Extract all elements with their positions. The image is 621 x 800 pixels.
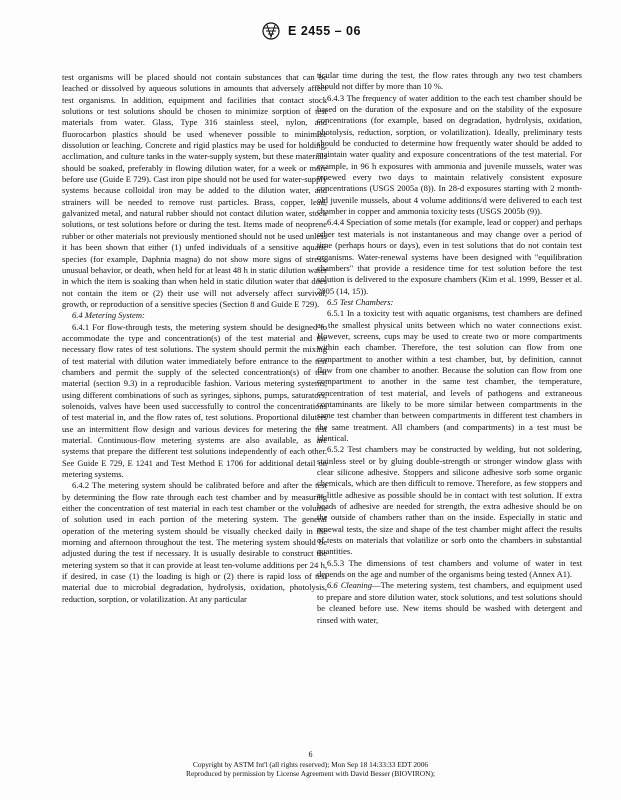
section-heading-cleaning: 6.6 Cleaning xyxy=(327,580,373,591)
astm-logo-icon xyxy=(260,22,282,40)
paragraph-6-4-2-continued: ticular time during the test, the flow rates through any two test chambers should not differ by more than 10 %. xyxy=(317,70,582,92)
right-column xyxy=(317,70,582,626)
paragraph-6-4-3: 6.4.3 The frequency of water addition to the each test chamber should be based on the duration of the exposure and on the stability of the exposure concentrations (for example, based on degradation, hydrolysis, oxidation, photolysis, reduction, sorption, or volatilization). Ideally, preliminary tests should be conducted to determine how frequently water should be added to maintain water quality and exposure concentrations of the test material. For example, in 96 h exposures with ammonia and juvenile mussels, water was renewed every two days to maintain relatively consistent exposure concentrations (USGS 2005a (8)). In 28-d exposures starting with 2 month-old juvenile mussels, about 4 volume additions/d were delivered to each test chamber in copper and ammonia toxicity tests (USGS 2005b (9)). xyxy=(317,92,582,217)
page-header xyxy=(0,22,621,40)
paragraph-6-5-1: 6.5.1 In a toxicity test with aquatic organisms, test chambers are defined as the smallest physical units between which no water connections exist. However, screens, cups may be used to create two or more compartments within each chamber. Therefore, the test solution can flow from one compartment to another within a test chamber, but, by definition, cannot flow from one chamber to another. Because the solution can flow from one compartment to another in the same test chamber, the temperature, concentration of test material, and levels of pathogens and extraneous contaminants are likely to be more similar between compartments in the same test chamber than between compartments in different test chambers in the same treatment. All chambers (and compartments) in a test must be identical. xyxy=(317,308,582,443)
page-footer xyxy=(0,750,621,779)
document-designation: E 2455 – 06 xyxy=(288,24,361,38)
copyright-line: Copyright by ASTM Int'l (all rights reserved); Mon Sep 18 14:33:33 EDT 2006 xyxy=(192,760,429,770)
license-line: Reproduced by permission by License Agreement with David Besser (BIOVIRON); xyxy=(186,769,435,779)
paragraph-6-4-4: 6.4.4 Speciation of some metals (for example, lead or copper) and perhaps other test materials is not instantaneous and may change over a period of time (perhaps hours or days), even in test solutions that do not contain test organisms. Water-renewal systems have been designed with "equilibration chambers" that provide a residence time for test solution before the test solution is delivered to the exposure chambers (Kim et al. 1999, Besser et al. 2005 (14, 15)). xyxy=(317,217,582,296)
paragraph-6-4-2: 6.4.2 The metering system should be calibrated before and after the test by determining the flow rate through each test chamber and by measuring either the concentration of test material in each test chamber or the volume of solution used in each portion of the metering system. The general operation of the metering system should be visually checked daily in the morning and afternoon throughout the test. The metering system should be adjusted during the test if necessary. It is usually desirable to construct the metering system so that it can provide at least ten-volume additions per 24 h, if desired, in case (1) the loading is high or (2) there is rapid loss of test material due to microbial degradation, hydrolysis, oxidation, photolysis, reduction, sorption, or volatilization. At any particular xyxy=(62,480,327,604)
paragraph-materials-continued: test organisms will be placed should not contain substances that can be leached or dissolved by aqueous solutions in amounts that adversely affect test organisms. In addition, equipment and facilities that contact stock solutions or test solutions should be chosen to minimize sorption of test materials from water. Glass, Type 316 stainless steel, nylon, and fluorocarbon plastics should be used whenever possible to minimize dissolution or leaching. Concrete and rigid plastics may be used for holding, acclimation, and culture tanks in the water-supply system, but these materials should be soaked, preferably in flowing dilution water, for a week or more before use (Guide E 729). Cast iron pipe should not be used for water-supply systems because colloidal iron may be added to the dilution water, and strainers will be needed to remove rust particles. Brass, copper, lead, galvanized metal, and natural rubber should not contact dilution water, stock solutions, or test solutions before or during the test. Items made of neoprene rubber or other materials not previously mentioned should not be used unless it has been shown that either (1) unfed individuals of a sensitive aquatic species (for example, Daphnia magna) do not show more signs of stress, unusual behavior, or death, when held for at least 48 h in static dilution water in which the item is soaking than when held in static dilution water that does not contain the item or (2) their use will not adversely affect survival, growth, or reproduction of a sensitive species (Section 8 and Guide E 729). xyxy=(62,72,327,309)
paragraph-6-5-3: 6.5.3 The dimensions of test chambers and volume of water in test depends on the age and number of the organisms being tested (Annex A1). xyxy=(317,557,582,580)
paragraph-6-6-cleaning xyxy=(317,580,582,625)
paragraph-6-5-2: 6.5.2 Test chambers may be constructed by welding, but not soldering, stainless steel or by gluing double-strength or stronger window glass with clear silicone adhesive. Stoppers and silicone adhesive sorb some organic chemicals, which are then difficult to remove. Therefore, as few stoppers and as little adhesive as possible should be in contact with test solution. If extra beads of adhesive are needed for strength, the extra adhesive should be on the outside of chambers rather than on the inside. Especially in static and renewal tests, the size and shape of the test chamber might affect the results of tests on materials that volatilize or sorb onto the chambers in substantial quantities. xyxy=(317,444,582,557)
paragraph-6-4-1: 6.4.1 For flow-through tests, the metering system should be designed to accommodate the type and concentration(s) of the test material and the necessary flow rates of test solutions. The system should permit the mixing of test material with dilution water immediately before entrance to the test chambers and permit the supply of the selected concentration(s) of test material (section 9.3) in a reproducible fashion. Various metering systems, using different combinations of such as syringes, siphons, pumps, saturators, solenoids, valves have been used successfully to control the concentrations of test material in, and the flow rates of, test solutions. Proportional diluters use an intermittent flow design and various devices for metering the test material. Continuous-flow metering systems are also available, as are systems that prepare the different test solutions independently of each other. See Guide E 729, E 1241 and Test Method E 1706 for additional detail on metering systems. xyxy=(62,321,327,480)
section-heading-metering-system: 6.4 Metering System: xyxy=(72,310,145,321)
paragraph-6-6-text: —The metering system, test chambers, and equipment used to prepare and store dilution water, stock solutions, and test solutions should be cleaned before use. New items should be washed with detergent and rinsed with water, xyxy=(317,580,582,625)
section-heading-test-chambers: 6.5 Test Chambers: xyxy=(327,296,394,307)
page-number: 6 xyxy=(308,750,313,759)
left-column xyxy=(62,72,327,605)
